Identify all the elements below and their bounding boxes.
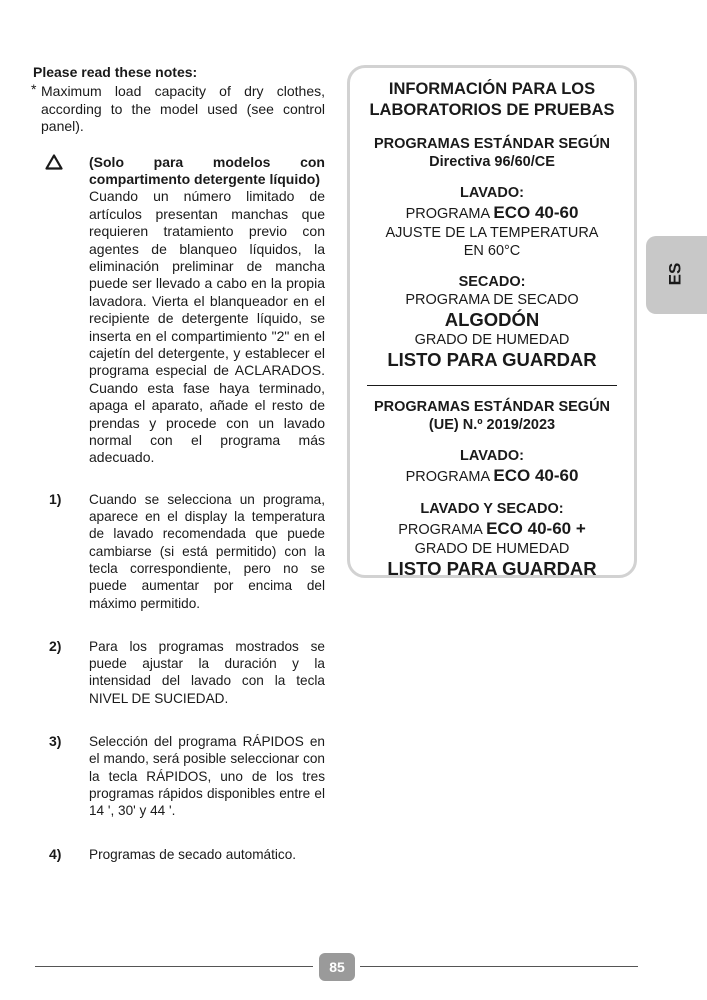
washing-label: LAVADO: [460,185,524,201]
warning-text: Cuando un número limitado de artículos presentan manchas que requieren tratamiento previo con agentes de blanqueo líquidos, la eliminación preliminar de mancha puede ser llevado a cabo en la propia lavadora. Vierta el blanqueador en el recipiente de detergente líquido, se inserta en el compartimiento "2" en el cajetín del detergente, y establecer el programa especial de ACLARADOS. Cuando esta fase haya terminado, apaga el aparato, añade el resto de prendas y procede con un lavado normal con el programa más adecuado. [89,188,325,466]
drying-section [350,273,634,371]
program-prefix: PROGRAMA [398,522,483,538]
footer-rule-left [35,966,313,967]
wash-dry-label: LAVADO Y SECADO: [420,501,564,517]
warning-triangle-icon [45,154,63,170]
humidity-value: LISTO PARA GUARDAR [387,558,597,579]
washing-label: LAVADO: [460,448,524,464]
washing-program [350,465,634,487]
washing-program [350,202,634,224]
note-item-1 [33,491,325,612]
star-note-text: Maximum load capacity of dry clothes, according to the model used (see control panel). [41,83,325,134]
program-prefix: PROGRAMA [405,469,490,485]
standard-directive: Directiva 96/60/CE [429,154,555,170]
program-name: ECO 40-60 [493,203,579,222]
humidity-value: LISTO PARA GUARDAR [387,349,597,370]
item-number: 3) [49,733,62,750]
asterisk-marker: * [31,81,37,97]
notes-title: Please read these notes: [33,64,198,80]
section-divider [367,385,617,386]
washing-section-1 [350,184,634,260]
test-lab-info-box [347,65,637,578]
note-item-4 [33,846,325,863]
washing-section-2 [350,447,634,487]
standard-heading-1: PROGRAMAS ESTÁNDAR SEGÚN [373,136,611,152]
info-box-title: INFORMACIÓN PARA LOS LABORATORIOS DE PRUEBAS [369,80,615,119]
program-name: ECO 40-60 [493,466,579,485]
item-text: Cuando se selecciona un programa, aparece en el display la temperatura de lavado recomendada que puede cambiarse (si está permitido) con la tecla correspondiente, pero no se puede aumentar por encima del máximo permitido. [89,491,325,611]
drying-label: SECADO: [458,274,526,290]
language-tab-label: ES [665,262,685,286]
left-column [33,64,325,863]
note-item-3 [33,733,325,819]
temperature-value: EN 60°C [463,243,521,259]
item-number: 1) [49,490,62,507]
item-text: Programas de secado automático. [89,846,297,862]
note-item-2 [33,638,325,707]
wash-dry-section [350,500,634,580]
footer-rule-right [360,966,638,967]
humidity-label: GRADO DE HUMEDAD [414,541,570,557]
humidity-label: GRADO DE HUMEDAD [414,332,570,348]
item-text: Para los programas mostrados se puede ajustar la duración y la intensidad del lavado con la tecla NIVEL DE SUCIEDAD. [89,638,325,706]
item-number: 4) [49,845,62,862]
program-name: ECO 40-60 + [486,519,586,538]
language-tab [646,236,707,314]
program-prefix: PROGRAMA [405,206,490,222]
standard-heading-2: PROGRAMAS ESTÁNDAR SEGÚN [373,399,611,415]
star-note [33,83,325,136]
item-text: Selección del programa RÁPIDOS en el mando, será posible seleccionar con la tecla RÁPIDOS, uno de los tres programas rápidos disponibles entre el 14 ', 30' y 44 '. [89,734,325,819]
temperature-setting: AJUSTE DE LA TEMPERATURA [385,225,599,241]
drying-program-name: ALGODÓN [444,309,540,330]
item-number: 2) [49,637,62,654]
standard-regulation: (UE) N.º 2019/2023 [428,417,556,433]
page-number: 85 [319,953,355,981]
warning-note [33,154,325,467]
drying-program: PROGRAMA DE SECADO [405,292,579,308]
wash-dry-program [350,518,634,540]
warning-heading: (Solo para modelos con compartimento detergente líquido) [89,153,325,187]
